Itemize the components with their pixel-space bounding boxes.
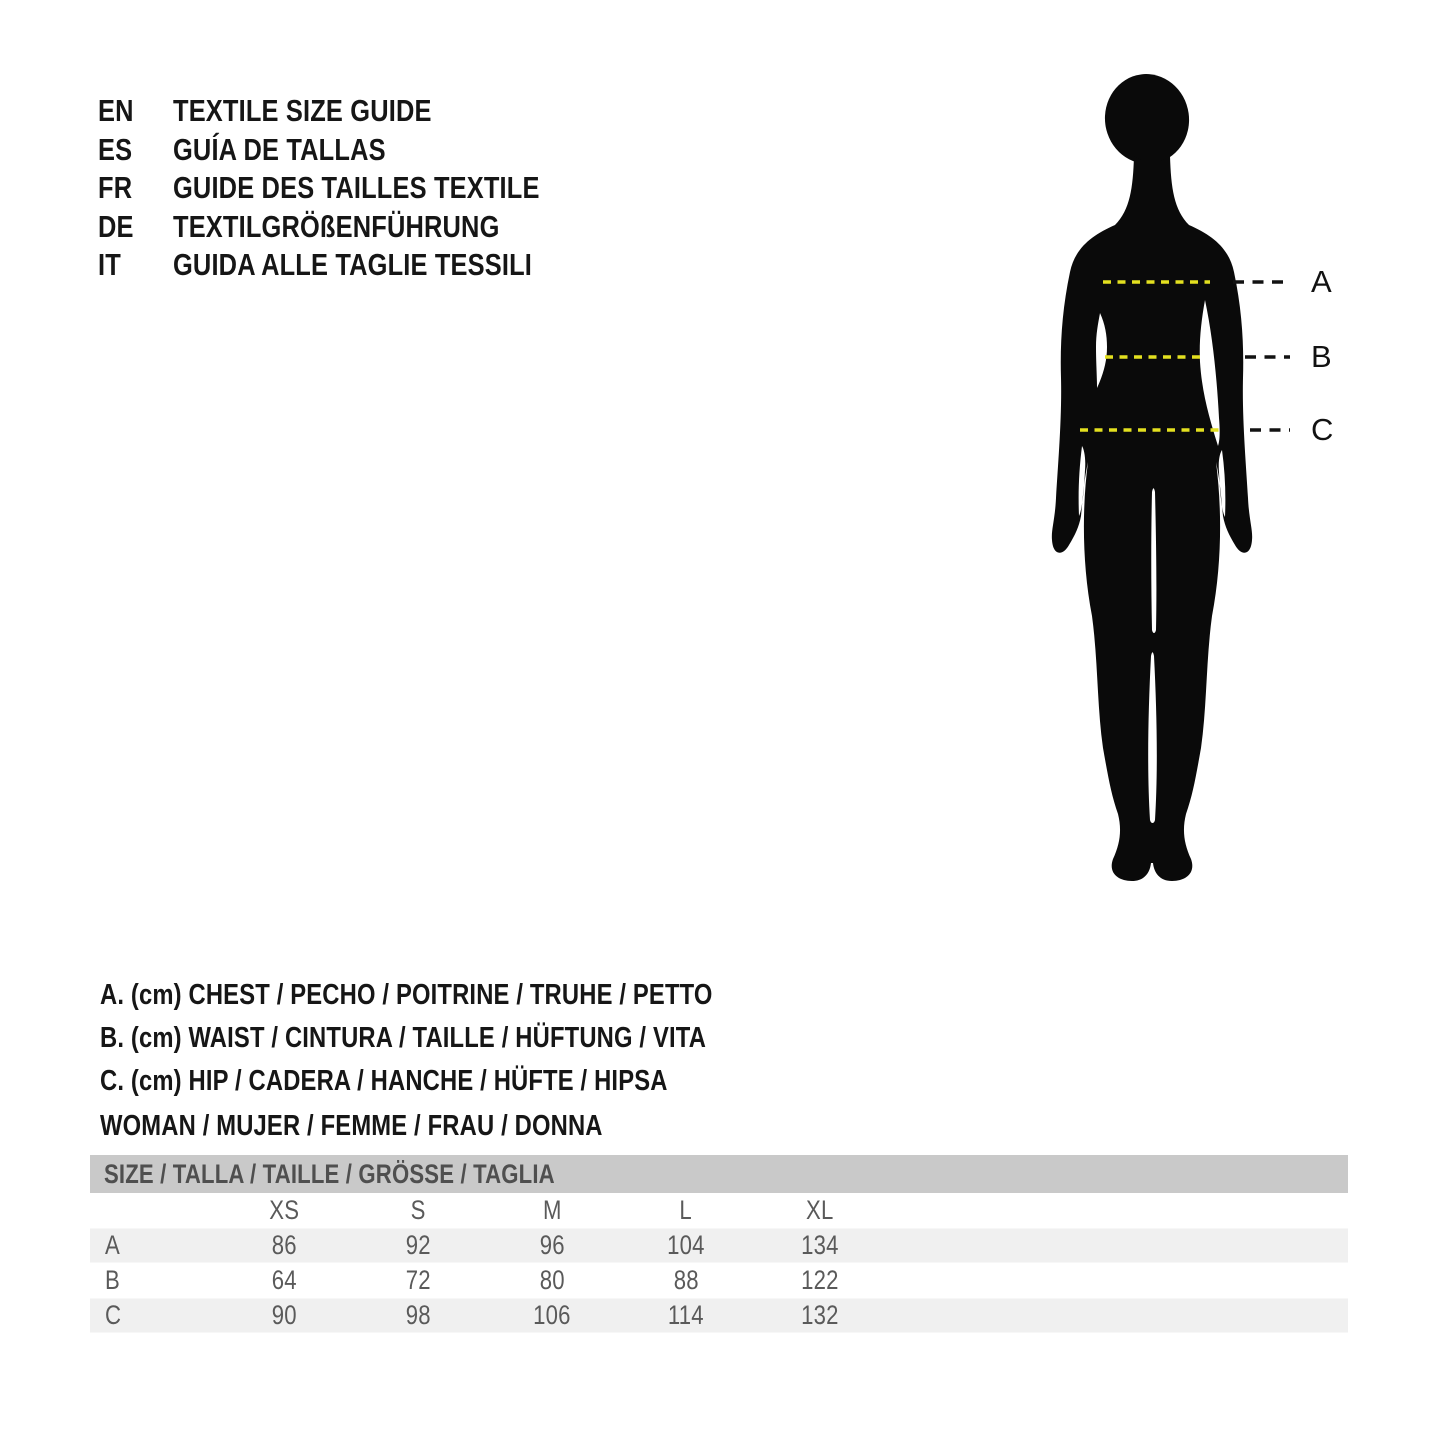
value-b-m: 80: [539, 1265, 565, 1295]
value-c-xl: 132: [801, 1300, 839, 1330]
lang-code-fr: FR: [98, 170, 133, 206]
table-row-hip: [90, 1298, 1348, 1333]
language-title-block: [98, 92, 620, 285]
lang-code-it: IT: [98, 247, 121, 283]
lang-row-de: [98, 208, 620, 247]
row-label-c: C: [105, 1300, 122, 1330]
value-b-l: 88: [673, 1265, 699, 1295]
row-label-a: A: [105, 1230, 120, 1260]
value-b-xs: 64: [271, 1265, 297, 1295]
size-table-columns-row: [90, 1193, 1348, 1228]
size-table-header: [90, 1155, 1348, 1193]
value-c-m: 106: [533, 1300, 571, 1330]
column-header-s: S: [410, 1195, 426, 1225]
column-header-xl: XL: [806, 1195, 834, 1225]
lang-row-es: [98, 131, 620, 170]
marker-label-b: B: [1311, 339, 1332, 374]
value-c-xs: 90: [271, 1300, 297, 1330]
lang-row-fr: [98, 169, 620, 208]
table-row-waist: [90, 1263, 1348, 1298]
value-a-l: 104: [667, 1230, 705, 1260]
size-table: [90, 1155, 1348, 1333]
value-a-s: 92: [405, 1230, 431, 1260]
lang-title-it: GUIDA ALLE TAGLIE TESSILI: [173, 247, 533, 283]
gender-line: WOMAN / MUJER / FEMME / FRAU / DONNA: [100, 1110, 603, 1142]
lang-row-en: [98, 92, 620, 131]
value-b-s: 72: [405, 1265, 431, 1295]
lang-code-es: ES: [98, 131, 133, 167]
lang-row-it: [98, 246, 620, 285]
table-row-chest: [90, 1228, 1348, 1263]
legend-line-hip: C. (cm) HIP / CADERA / HANCHE / HÜFTE / HIPSA: [100, 1065, 668, 1097]
column-header-xs: XS: [269, 1195, 299, 1225]
body-measurement-figure: [1048, 72, 1445, 884]
marker-label-c: C: [1311, 412, 1334, 447]
silhouette-body: [1052, 156, 1252, 881]
figure-svg: [1048, 72, 1445, 884]
woman-silhouette: [1052, 72, 1252, 881]
column-header-m: M: [542, 1195, 562, 1225]
row-label-b: B: [105, 1265, 120, 1295]
size-table-header-label: SIZE / TALLA / TAILLE / GRÖSSE / TAGLIA: [104, 1158, 555, 1189]
marker-label-a: A: [1311, 264, 1332, 299]
value-a-xs: 86: [271, 1230, 297, 1260]
lang-code-en: EN: [98, 93, 134, 129]
value-b-xl: 122: [801, 1265, 839, 1295]
legend-line-waist: B. (cm) WAIST / CINTURA / TAILLE / HÜFTUNG / VITA: [100, 1022, 707, 1054]
legend-line-chest: A. (cm) CHEST / PECHO / POITRINE / TRUHE / PETTO: [100, 979, 713, 1011]
lang-title-fr: GUIDE DES TAILLES TEXTILE: [173, 170, 540, 206]
measurement-legend: [100, 974, 847, 1148]
lang-code-de: DE: [98, 208, 134, 244]
silhouette-head: [1099, 72, 1195, 169]
lang-title-de: TEXTILGRÖßENFÜHRUNG: [173, 208, 500, 244]
value-a-xl: 134: [801, 1230, 839, 1260]
column-header-l: L: [679, 1195, 693, 1225]
lang-title-es: GUÍA DE TALLAS: [173, 131, 386, 167]
value-c-l: 114: [668, 1300, 704, 1330]
lang-title-en: TEXTILE SIZE GUIDE: [173, 93, 432, 129]
value-a-m: 96: [539, 1230, 565, 1260]
value-c-s: 98: [405, 1300, 431, 1330]
